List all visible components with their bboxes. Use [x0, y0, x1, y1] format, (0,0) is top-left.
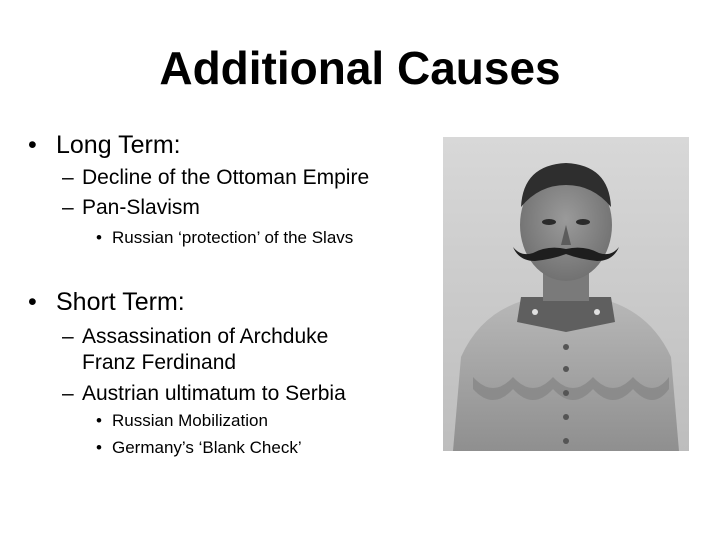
- short-term-heading: Short Term:: [56, 288, 185, 316]
- bullet-icon: •: [96, 411, 102, 430]
- list-item: [96, 227, 353, 249]
- bullet-icon: •: [96, 228, 102, 247]
- eye-left-shape: [542, 219, 556, 225]
- archduke-portrait-photo: [443, 137, 689, 451]
- slide-title: Additional Causes: [159, 42, 561, 94]
- dash-icon: –: [62, 325, 74, 348]
- list-item: [62, 324, 362, 376]
- coat-button-shape: [563, 366, 569, 372]
- list-item-text: Austrian ultimatum to Serbia: [82, 382, 346, 405]
- list-item: [62, 165, 369, 191]
- collar-star-shape: [532, 309, 538, 315]
- bullet-icon: •: [28, 131, 37, 159]
- long-term-heading: Long Term:: [56, 131, 181, 159]
- collar-star-shape: [594, 309, 600, 315]
- list-item-text: Germany’s ‘Blank Check’: [112, 438, 302, 457]
- dash-icon: –: [62, 382, 74, 405]
- bullet-short-term: [28, 287, 185, 317]
- dash-icon: –: [62, 166, 74, 189]
- list-item-text: Russian Mobilization: [112, 411, 268, 430]
- portrait-illustration: [443, 137, 689, 451]
- list-item-text: Russian ‘protection’ of the Slavs: [112, 228, 354, 247]
- bullet-icon: •: [96, 438, 102, 457]
- eye-right-shape: [576, 219, 590, 225]
- list-item-text: Assassination of Archduke Franz Ferdinand: [82, 325, 329, 374]
- coat-button-shape: [563, 344, 569, 350]
- dash-icon: –: [62, 196, 74, 219]
- list-item: [62, 195, 200, 221]
- bullet-long-term: [28, 130, 181, 160]
- coat-button-shape: [563, 438, 569, 444]
- coat-button-shape: [563, 414, 569, 420]
- coat-button-shape: [563, 390, 569, 396]
- list-item: [96, 437, 302, 459]
- list-item: [96, 410, 268, 432]
- bullet-icon: •: [28, 288, 37, 316]
- list-item: [62, 381, 346, 407]
- list-item-text: Pan-Slavism: [82, 196, 200, 219]
- list-item-text: Decline of the Ottoman Empire: [82, 166, 370, 189]
